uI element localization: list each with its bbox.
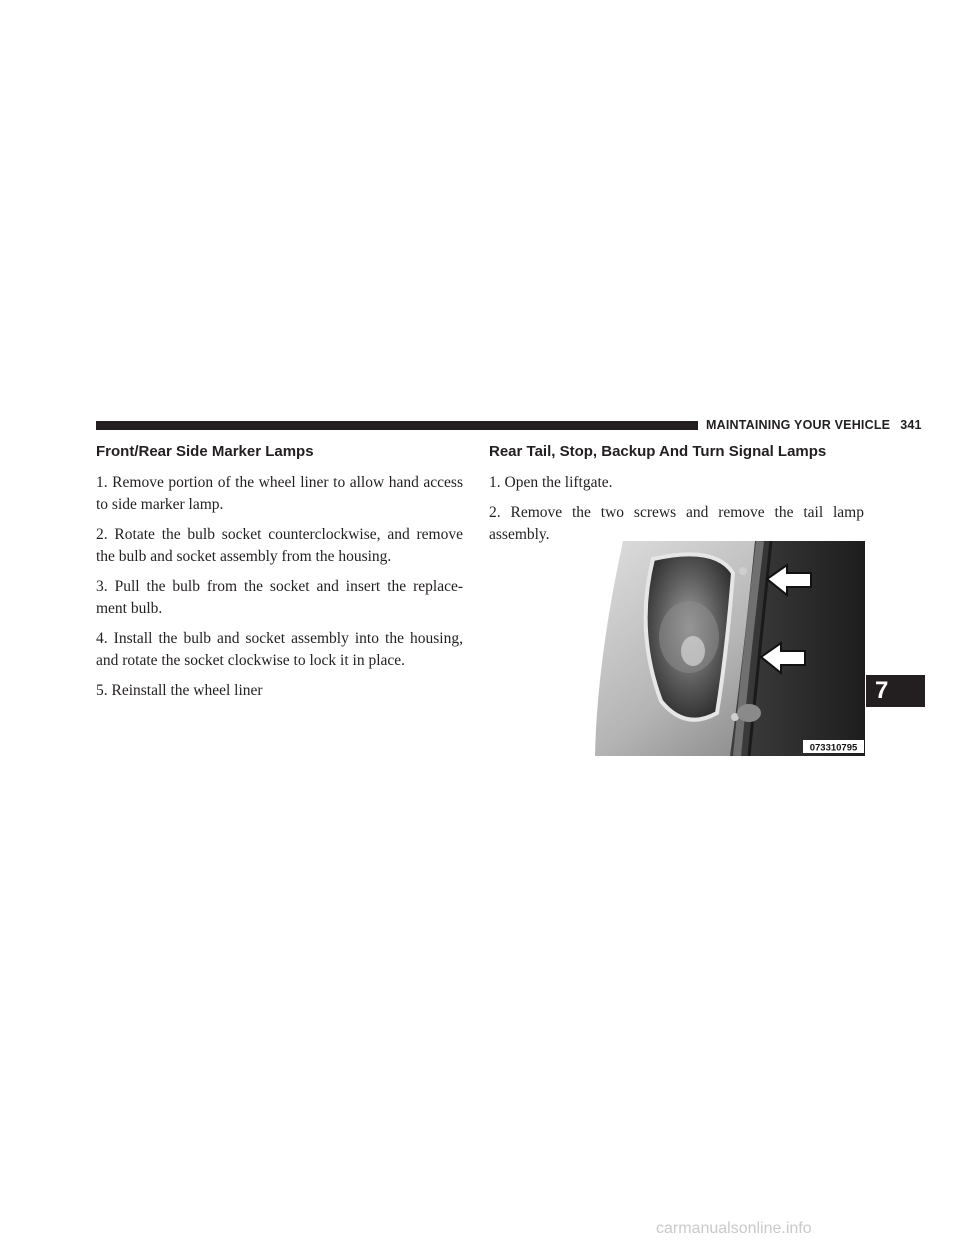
figure-code: 073310795 (809, 742, 858, 754)
left-column (96, 442, 463, 710)
step-1: 1. Open the liftgate. (489, 474, 613, 491)
right-column (489, 442, 864, 554)
header-rule (96, 421, 698, 430)
watermark: carmanualsonline.info (656, 1220, 812, 1237)
step-4: 4. Install the bulb and socket assembly into the housing, and rotate the socket clockwise to lock it in place. (96, 630, 463, 669)
step-5: 5. Reinstall the wheel liner (96, 682, 263, 699)
tail-lamp-photo (595, 541, 865, 756)
page-number: 341 (900, 418, 922, 432)
running-header (706, 418, 922, 432)
section-heading-tail-lamps: Rear Tail, Stop, Backup And Turn Signal Lamps (489, 443, 827, 460)
section-title: MAINTAINING YOUR VEHICLE (706, 418, 891, 432)
step-3: 3. Pull the bulb from the socket and insert the replace- ment bulb. (96, 578, 463, 617)
step-2: 2. Rotate the bulb socket counterclockwise, and remove the bulb and socket assembly from the housing. (96, 526, 463, 565)
tail-lamp-illustration (595, 541, 865, 756)
step-2: 2. Remove the two screws and remove the tail lamp assembly. (489, 504, 864, 543)
section-heading-side-marker: Front/Rear Side Marker Lamps (96, 443, 314, 460)
chapter-tab: 7 (866, 675, 925, 707)
step-1: 1. Remove portion of the wheel liner to allow hand access to side marker lamp. (96, 474, 463, 513)
